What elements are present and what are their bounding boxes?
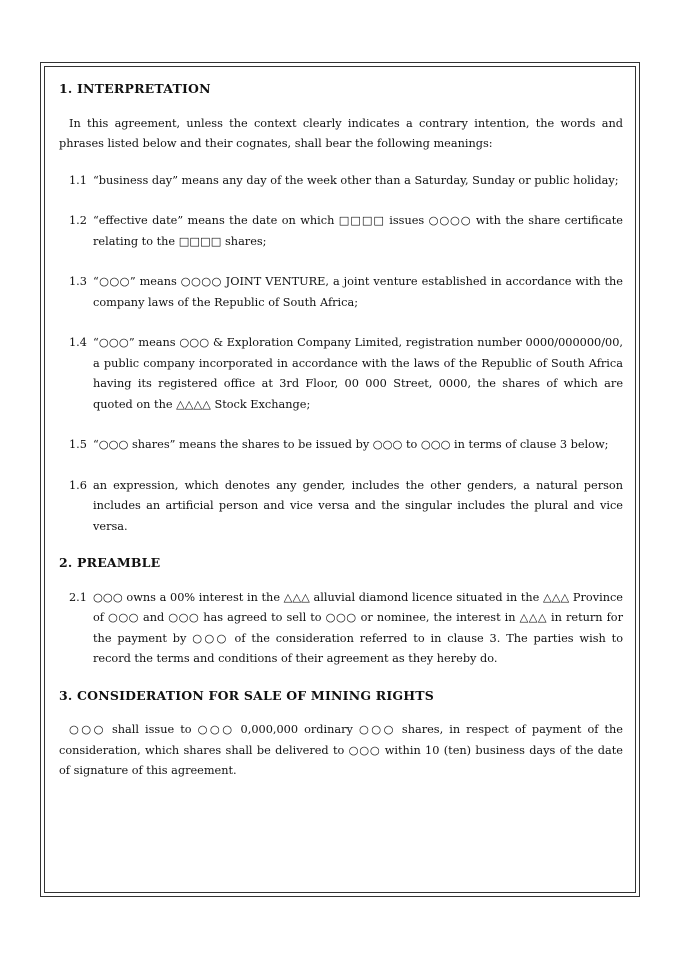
section-interpretation: [59, 79, 623, 537]
section-body: ○○○ shall issue to ○○○ 0,000,000 ordinary ○○○ shares, in respect of payment of the consideration, which shares shall be delivered to ○○○ within 10 (ten) business days of the date of signature of this agreement.: [59, 723, 623, 777]
document-frame: [40, 62, 640, 897]
section-intro: In this agreement, unless the context clearly indicates a contrary intention, the words and phrases listed below and their cognates, shall bear the following meanings:: [59, 116, 623, 150]
clause-text: “○○○” means ○○○ & Exploration Company Limited, registration number 0000/000000/00, a public company incorporated in accordance with the laws of the Republic of South Africa having its registered office at 3rd Floor, 00 000 Street, 0000, the shares of which are quoted on the △△△△ Stock Exchange;: [93, 336, 623, 411]
clause-number: 1.3: [69, 275, 87, 288]
section-heading: 3. CONSIDERATION FOR SALE OF MINING RIGHTS: [59, 687, 434, 703]
clause-text: ○○○ owns a 00% interest in the △△△ alluvial diamond licence situated in the △△△ Province of ○○○ and ○○○ has agreed to sell to ○○○ or nominee, the interest in △△△ in return for the payment by ○○○ of the consideration referred to in clause 3. The parties wish to record the terms and conditions of their agreement as they hereby do.: [93, 590, 623, 665]
clause-item: [69, 272, 623, 313]
clause-text: “business day” means any day of the week other than a Saturday, Sunday or public holiday;: [93, 173, 619, 187]
clause-text: an expression, which denotes any gender, includes the other genders, a natural person includes an artificial person and vice versa and the singular includes the plural and vice versa.: [93, 478, 623, 533]
clause-number: 1.5: [69, 438, 87, 451]
clause-number: 2.1: [69, 590, 87, 604]
clause-item: [69, 435, 623, 456]
document-content: [59, 79, 623, 798]
section-heading: 2. PREAMBLE: [59, 555, 161, 570]
section-consideration: [59, 686, 623, 782]
clause-item: [69, 171, 623, 192]
clause-number: 1.2: [69, 214, 87, 227]
clause-item: [69, 588, 623, 670]
clause-text: “○○○ shares” means the shares to be issued by ○○○ to ○○○ in terms of clause 3 below;: [93, 438, 609, 451]
section-preamble: [59, 553, 623, 670]
section-heading: 1. INTERPRETATION: [59, 81, 211, 96]
clause-number: 1.4: [69, 336, 87, 349]
clause-text: “effective date” means the date on which □□□□ issues ○○○○ with the share certificate relating to the □□□□ shares;: [93, 214, 623, 248]
clause-number: 1.6: [69, 478, 87, 492]
clause-item: [69, 476, 623, 538]
clause-item: [69, 211, 623, 252]
clause-text: “○○○” means ○○○○ JOINT VENTURE, a joint venture established in accordance with the company laws of the Republic of South Africa;: [93, 275, 623, 309]
clause-number: 1.1: [69, 173, 87, 187]
clause-item: [69, 333, 623, 415]
